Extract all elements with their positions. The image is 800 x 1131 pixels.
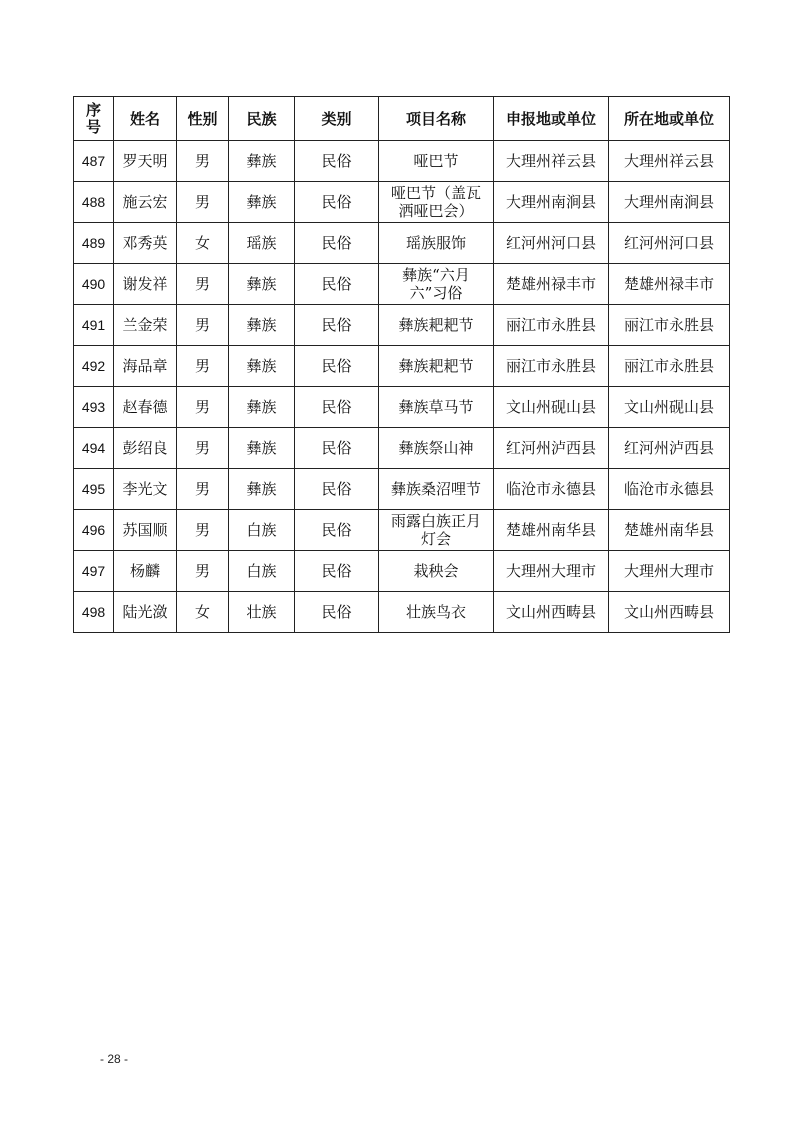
cell-serial-number: 494 [74, 428, 114, 469]
cell-gender: 男 [177, 551, 229, 592]
cell-gender: 男 [177, 141, 229, 182]
cell-applicant-unit: 丽江市永胜县 [494, 346, 609, 387]
cell-category: 民俗 [295, 264, 379, 305]
cell-applicant-unit: 大理州南涧县 [494, 182, 609, 223]
cell-ethnicity: 瑶族 [229, 223, 295, 264]
cell-category: 民俗 [295, 592, 379, 633]
table-row [74, 305, 730, 346]
cell-name: 陆光潋 [114, 592, 177, 633]
cell-name: 彭绍良 [114, 428, 177, 469]
cell-location-unit: 大理州大理市 [609, 551, 730, 592]
cell-ethnicity: 彝族 [229, 264, 295, 305]
cell-ethnicity: 彝族 [229, 469, 295, 510]
table-row [74, 428, 730, 469]
cell-name: 赵春德 [114, 387, 177, 428]
cell-category: 民俗 [295, 469, 379, 510]
cell-applicant-unit: 丽江市永胜县 [494, 305, 609, 346]
header-name: 姓名 [114, 97, 177, 141]
cell-category: 民俗 [295, 551, 379, 592]
table-row [74, 223, 730, 264]
cell-project-name: 栽秧会 [379, 551, 494, 592]
cell-gender: 男 [177, 428, 229, 469]
cell-name: 杨麟 [114, 551, 177, 592]
cell-ethnicity: 彝族 [229, 305, 295, 346]
cell-location-unit: 临沧市永德县 [609, 469, 730, 510]
table-row [74, 387, 730, 428]
cell-serial-number: 495 [74, 469, 114, 510]
cell-location-unit: 楚雄州禄丰市 [609, 264, 730, 305]
cell-location-unit: 红河州泸西县 [609, 428, 730, 469]
table-body [74, 141, 730, 633]
cell-gender: 男 [177, 305, 229, 346]
cell-name: 苏国顺 [114, 510, 177, 551]
table-row [74, 510, 730, 551]
heritage-inheritors-table [73, 96, 730, 633]
cell-gender: 女 [177, 592, 229, 633]
cell-serial-number: 492 [74, 346, 114, 387]
cell-category: 民俗 [295, 510, 379, 551]
cell-serial-number: 497 [74, 551, 114, 592]
cell-name: 海品章 [114, 346, 177, 387]
table-row [74, 346, 730, 387]
cell-ethnicity: 彝族 [229, 428, 295, 469]
cell-project-name: 哑巴节（盖瓦洒哑巴会） [379, 182, 494, 223]
cell-category: 民俗 [295, 387, 379, 428]
cell-gender: 男 [177, 346, 229, 387]
cell-category: 民俗 [295, 141, 379, 182]
cell-serial-number: 488 [74, 182, 114, 223]
cell-applicant-unit: 红河州泸西县 [494, 428, 609, 469]
cell-serial-number: 490 [74, 264, 114, 305]
cell-gender: 女 [177, 223, 229, 264]
header-serial-number: 序号 [74, 97, 114, 141]
cell-location-unit: 丽江市永胜县 [609, 305, 730, 346]
cell-category: 民俗 [295, 346, 379, 387]
cell-applicant-unit: 大理州大理市 [494, 551, 609, 592]
header-project-name: 项目名称 [379, 97, 494, 141]
cell-gender: 男 [177, 469, 229, 510]
cell-ethnicity: 彝族 [229, 346, 295, 387]
cell-applicant-unit: 楚雄州南华县 [494, 510, 609, 551]
cell-project-name: 壮族鸟衣 [379, 592, 494, 633]
cell-location-unit: 楚雄州南华县 [609, 510, 730, 551]
cell-name: 罗天明 [114, 141, 177, 182]
cell-gender: 男 [177, 264, 229, 305]
cell-name: 邓秀英 [114, 223, 177, 264]
cell-location-unit: 文山州西畴县 [609, 592, 730, 633]
cell-name: 李光文 [114, 469, 177, 510]
cell-location-unit: 文山州砚山县 [609, 387, 730, 428]
cell-serial-number: 491 [74, 305, 114, 346]
cell-project-name: 瑶族服饰 [379, 223, 494, 264]
cell-project-name: 彝族“六月六”习俗 [379, 264, 494, 305]
cell-applicant-unit: 临沧市永德县 [494, 469, 609, 510]
header-applicant-unit: 申报地或单位 [494, 97, 609, 141]
cell-ethnicity: 壮族 [229, 592, 295, 633]
cell-category: 民俗 [295, 428, 379, 469]
cell-project-name: 彝族桑沼哩节 [379, 469, 494, 510]
cell-category: 民俗 [295, 223, 379, 264]
cell-serial-number: 496 [74, 510, 114, 551]
cell-serial-number: 487 [74, 141, 114, 182]
cell-applicant-unit: 楚雄州禄丰市 [494, 264, 609, 305]
cell-project-name: 彝族耙耙节 [379, 346, 494, 387]
cell-serial-number: 498 [74, 592, 114, 633]
cell-project-name: 彝族草马节 [379, 387, 494, 428]
table-row [74, 551, 730, 592]
page-number: - 28 - [100, 1052, 129, 1066]
cell-project-name: 哑巴节 [379, 141, 494, 182]
cell-location-unit: 丽江市永胜县 [609, 346, 730, 387]
cell-gender: 男 [177, 387, 229, 428]
cell-ethnicity: 白族 [229, 510, 295, 551]
cell-ethnicity: 彝族 [229, 387, 295, 428]
table-row [74, 264, 730, 305]
cell-applicant-unit: 文山州西畴县 [494, 592, 609, 633]
cell-applicant-unit: 红河州河口县 [494, 223, 609, 264]
table-row [74, 592, 730, 633]
cell-project-name: 彝族祭山神 [379, 428, 494, 469]
cell-applicant-unit: 大理州祥云县 [494, 141, 609, 182]
table-row [74, 182, 730, 223]
cell-name: 兰金荣 [114, 305, 177, 346]
table-row [74, 141, 730, 182]
cell-ethnicity: 彝族 [229, 141, 295, 182]
cell-location-unit: 大理州南涧县 [609, 182, 730, 223]
cell-gender: 男 [177, 182, 229, 223]
cell-category: 民俗 [295, 305, 379, 346]
table-row [74, 469, 730, 510]
cell-project-name: 彝族耙耙节 [379, 305, 494, 346]
cell-serial-number: 489 [74, 223, 114, 264]
cell-category: 民俗 [295, 182, 379, 223]
cell-ethnicity: 彝族 [229, 182, 295, 223]
cell-project-name: 雨露白族正月灯会 [379, 510, 494, 551]
header-location-unit: 所在地或单位 [609, 97, 730, 141]
header-gender: 性别 [177, 97, 229, 141]
header-ethnicity: 民族 [229, 97, 295, 141]
cell-name: 谢发祥 [114, 264, 177, 305]
cell-ethnicity: 白族 [229, 551, 295, 592]
cell-applicant-unit: 文山州砚山县 [494, 387, 609, 428]
cell-gender: 男 [177, 510, 229, 551]
table-header-row [74, 97, 730, 141]
header-category: 类别 [295, 97, 379, 141]
cell-location-unit: 大理州祥云县 [609, 141, 730, 182]
cell-serial-number: 493 [74, 387, 114, 428]
cell-name: 施云宏 [114, 182, 177, 223]
cell-location-unit: 红河州河口县 [609, 223, 730, 264]
